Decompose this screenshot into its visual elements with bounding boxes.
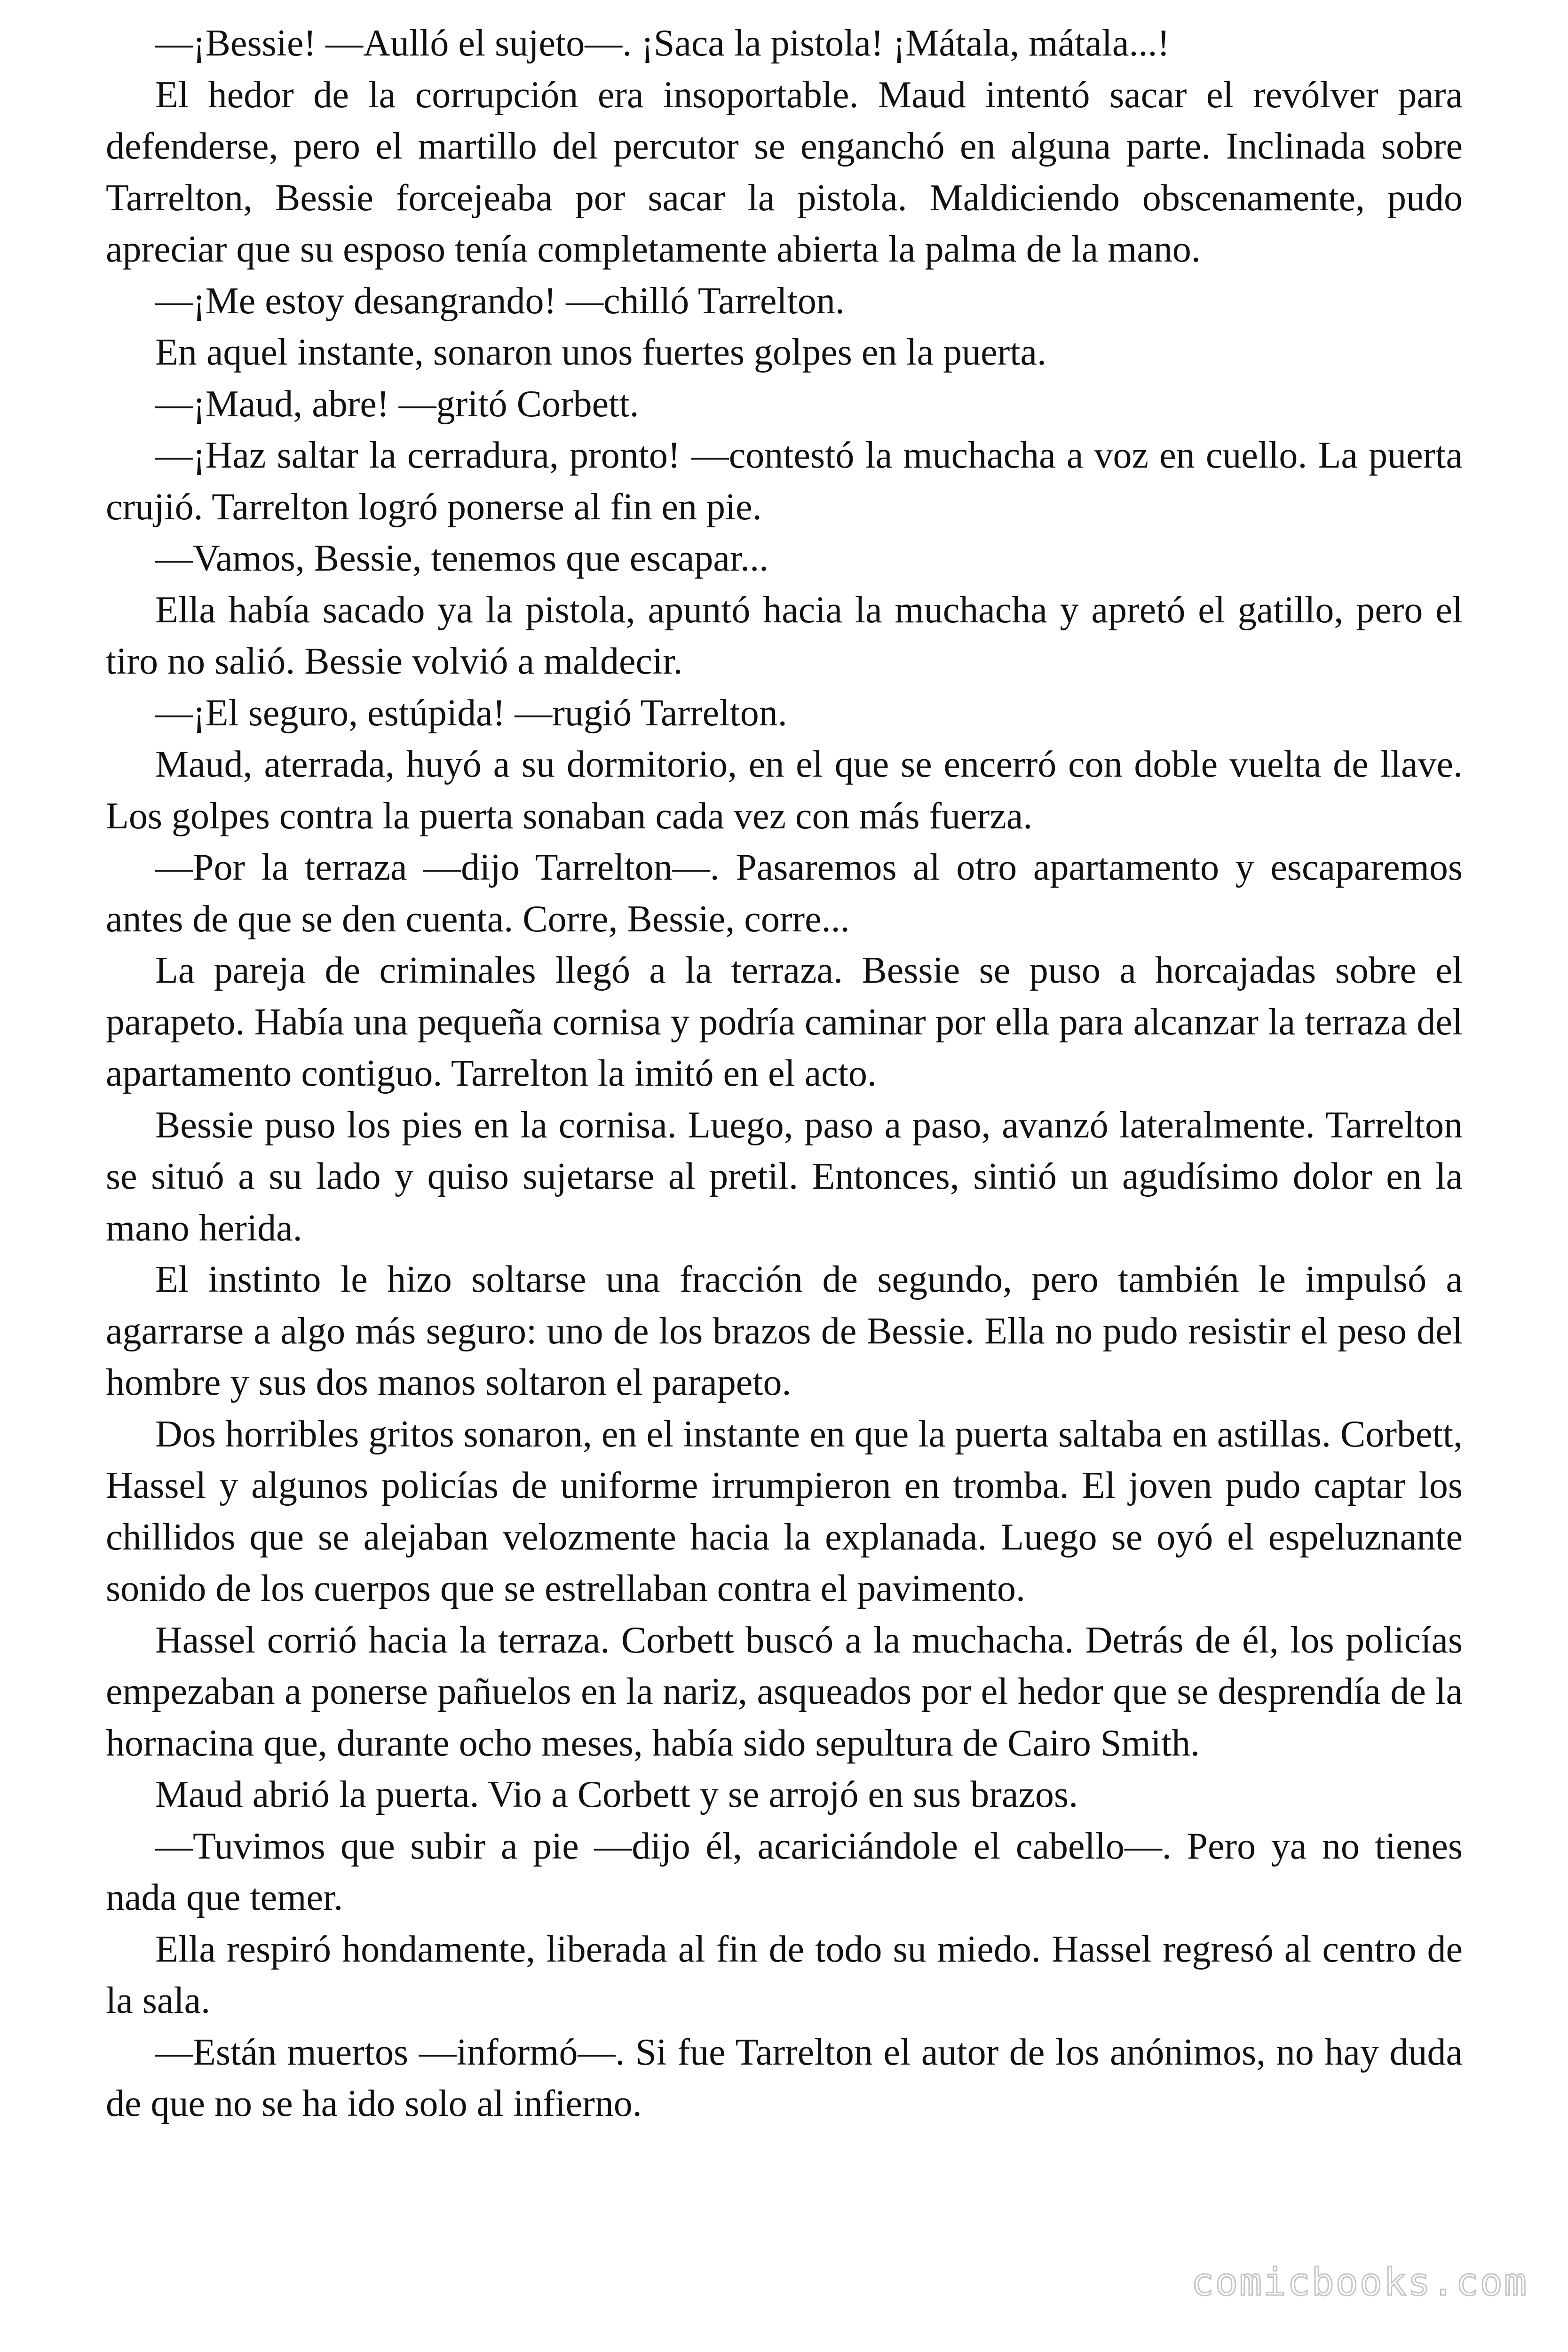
paragraph: El instinto le hizo soltarse una fracción de segundo, pero también le impulsó a agarrarse a algo más seguro: uno de los brazos de Bessie. Ella no pudo resistir el peso del hombre y sus dos manos soltaron el parapeto.: [106, 1259, 1463, 1403]
paragraph: Ella había sacado ya la pistola, apuntó hacia la muchacha y apretó el gatillo, pero el tiro no salió. Bessie volvió a maldecir.: [106, 589, 1463, 682]
page-body: [106, 18, 1463, 2304]
paragraph: El hedor de la corrupción era insoportable. Maud intentó sacar el revólver para defenderse, pero el martillo del percutor se enganchó en alguna parte. Inclinada sobre Tarrelton, Bessie forcejeaba por sacar la pistola. Maldiciendo obscenamente, pudo apreciar que su esposo tenía completamente abierta la palma de la mano.: [106, 74, 1463, 270]
paragraph: —¡El seguro, estúpida! —rugió Tarrelton.: [155, 692, 787, 734]
paragraph: —¡Maud, abre! —gritó Corbett.: [155, 383, 639, 425]
paragraph: Bessie puso los pies en la cornisa. Luego, paso a paso, avanzó lateralmente. Tarrelton se situó a su lado y quiso sujetarse al pretil. Entonces, sintió un agudísimo dolor en la mano herida.: [106, 1104, 1463, 1249]
paragraph: Maud abrió la puerta. Vio a Corbett y se arrojó en sus brazos.: [155, 1774, 1078, 1815]
paragraph: Hassel corrió hacia la terraza. Corbett buscó a la muchacha. Detrás de él, los policías empezaban a ponerse pañuelos en la nariz, asqueados por el hedor que se desprendía de la hornacina que, durante ocho meses, había sido sepultura de Cairo Smith.: [106, 1619, 1463, 1764]
paragraph: En aquel instante, sonaron unos fuertes golpes en la puerta.: [155, 332, 1046, 373]
paragraph: Ella respiró hondamente, liberada al fin de todo su miedo. Hassel regresó al centro de la sala.: [106, 1928, 1463, 2021]
paragraph: —Por la terraza —dijo Tarrelton—. Pasaremos al otro apartamento y escaparemos antes de que se den cuenta. Corre, Bessie, corre...: [106, 847, 1463, 940]
paragraph: —¡Bessie! —Aulló el sujeto—. ¡Saca la pistola! ¡Mátala, mátala...!: [155, 23, 1170, 64]
paragraph: —Están muertos —informó—. Si fue Tarrelton el autor de los anónimos, no hay duda de que no se ha ido solo al infierno.: [106, 2031, 1463, 2124]
paragraph: —¡Me estoy desangrando! —chilló Tarrelton.: [155, 280, 845, 322]
watermark: comicbooks.com: [1191, 2260, 1528, 2304]
paragraph: La pareja de criminales llegó a la terraza. Bessie se puso a horcajadas sobre el parapeto. Había una pequeña cornisa y podría caminar por ella para alcanzar la terraza del apartamento contiguo. Tarrelton la imitó en el acto.: [106, 950, 1463, 1094]
paragraph: Dos horribles gritos sonaron, en el instante en que la puerta saltaba en astillas. Corbett, Hassel y algunos policías de uniforme irrumpieron en tromba. El joven pudo captar los chillidos que se alejaban velozmente hacia la explanada. Luego se oyó el espeluznante sonido de los cuerpos que se estrellaban contra el pavimento.: [106, 1413, 1463, 1609]
paragraph: Maud, aterrada, huyó a su dormitorio, en el que se encerró con doble vuelta de llave. Los golpes contra la puerta sonaban cada vez con más fuerza.: [106, 744, 1463, 837]
paragraph: —¡Haz saltar la cerradura, pronto! —contestó la muchacha a voz en cuello. La puerta crujió. Tarrelton logró ponerse al fin en pie.: [106, 435, 1463, 528]
paragraph: —Tuvimos que subir a pie —dijo él, acariciándole el cabello—. Pero ya no tienes nada que temer.: [106, 1825, 1463, 1918]
paragraph: —Vamos, Bessie, tenemos que escapar...: [155, 538, 769, 579]
